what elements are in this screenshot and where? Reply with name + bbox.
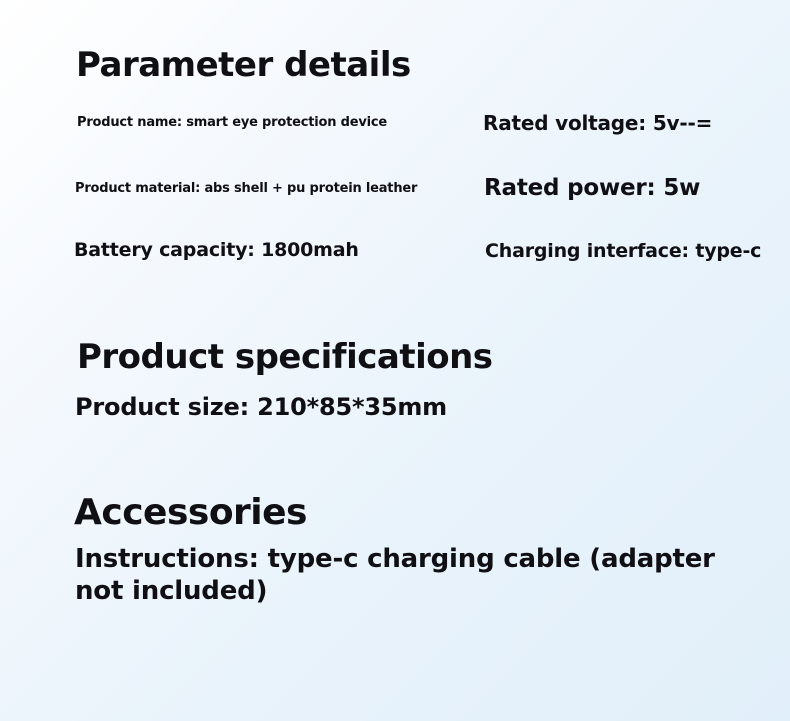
rated-power-text: Rated power: 5w bbox=[484, 175, 701, 201]
product-size-text: Product size: 210*85*35mm bbox=[75, 393, 447, 421]
charging-interface-text: Charging interface: type-c bbox=[485, 240, 762, 262]
accessories-instructions-text: Instructions: type-c charging cable (adapter not included) bbox=[75, 544, 715, 606]
product-specifications-heading: Product specifications bbox=[77, 337, 493, 377]
rated-voltage-text: Rated voltage: 5v--= bbox=[483, 111, 713, 135]
parameter-details-heading: Parameter details bbox=[76, 45, 411, 85]
product-material-text: Product material: abs shell + pu protein leather bbox=[75, 181, 418, 196]
battery-capacity-text: Battery capacity: 1800mah bbox=[74, 239, 359, 261]
accessories-heading: Accessories bbox=[74, 492, 307, 533]
product-name-text: Product name: smart eye protection device bbox=[77, 115, 387, 130]
